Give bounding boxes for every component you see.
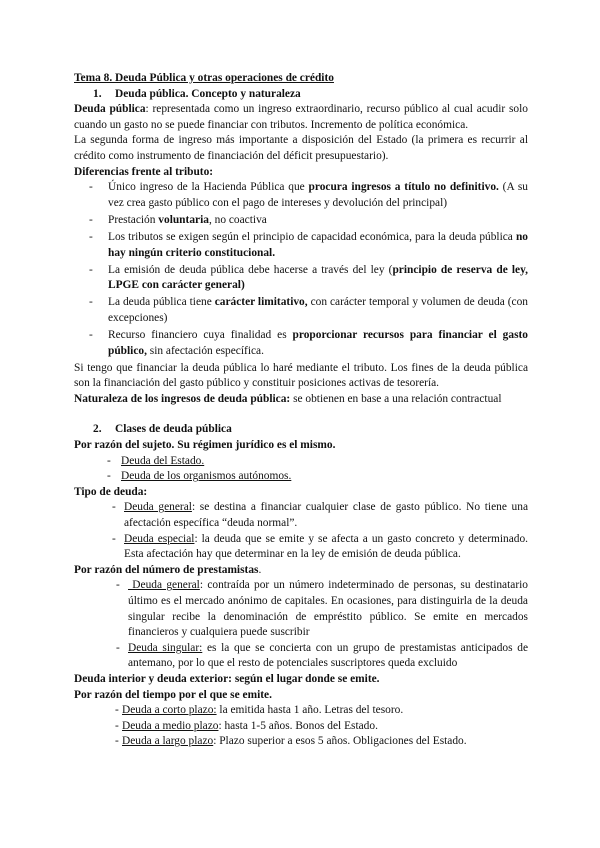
list-item-text: Deuda de los organismos autónomos. xyxy=(121,470,292,483)
list-item-text: la emitida hasta 1 año. Letras del tesoro. xyxy=(216,704,404,717)
list-item-text: Único ingreso de la Hacienda Pública que xyxy=(108,181,309,194)
list-item xyxy=(74,532,528,563)
dash-marker: - xyxy=(89,230,93,243)
nature-text: se obtienen en base a una relación contractual xyxy=(290,392,502,405)
list-item-text: : hasta 1-5 años. Bonos del Estado. xyxy=(218,719,378,732)
debt-type-heading: Tipo de deuda: xyxy=(74,485,148,498)
list-item-text: es la que se concierta con un grupo de prestamistas anticipados de antemano, por lo que el resto de potenciales suscriptores queda excluido xyxy=(128,641,528,670)
by-lenders-list xyxy=(74,578,528,672)
by-subject-heading: Por razón del sujeto. Su régimen jurídico es el mismo. xyxy=(74,439,336,452)
dash-marker: - xyxy=(112,532,116,545)
list-item xyxy=(74,734,528,750)
list-item-bold: principio de reserva de ley, LPGE con carácter general) xyxy=(108,263,529,292)
list-item-bold: no hay ningún criterio constitucional. xyxy=(108,230,528,259)
interior-exterior-heading: Deuda interior y deuda exterior: según el lugar donde se emite. xyxy=(74,672,380,685)
document-title: Tema 8. Deuda Pública y otras operaciones de crédito xyxy=(74,72,334,84)
by-time-heading: Por razón del tiempo por el que se emite. xyxy=(74,688,272,701)
list-item-bold: proporcionar recursos para financiar el gasto público, xyxy=(108,329,528,357)
by-lenders-heading xyxy=(74,563,528,579)
list-item-text: con carácter temporal y volumen de deuda (con excepciones) xyxy=(108,296,528,324)
list-item xyxy=(74,641,528,672)
definition-paragraph xyxy=(74,102,528,133)
dash-marker: - xyxy=(107,454,111,467)
definition-term: Deuda pública xyxy=(74,103,146,116)
list-item-text: : se destina a financiar cualquier clase de gasto público. No tiene una afectación específica “deuda normal”. xyxy=(124,501,529,530)
by-lenders-title: Por razón del número de prestamistas xyxy=(74,563,259,576)
list-item-text: : contraída por un número indeterminado de personas, su destinatario último es el mercado anónimo de capitales. En ocasiones, para distinguirla de la deuda singular recibe la denominación de empréstito público. Se emite en mercados financieros y cualquiera puede suscribir xyxy=(128,579,528,639)
second-form-paragraph: La segunda forma de ingreso más importante a disposición del Estado (la primera es recurrir al crédito como instrumento de financiación del déficit presupuestario). xyxy=(74,134,528,162)
debt-type-list xyxy=(74,500,528,562)
dash-marker: - xyxy=(89,263,93,276)
section-2-heading xyxy=(74,422,528,438)
list-item-bold: carácter limitativo, xyxy=(214,296,308,309)
list-item xyxy=(74,230,528,261)
list-item-label: Deuda general xyxy=(124,501,192,514)
dash-marker: - xyxy=(112,501,116,514)
list-item xyxy=(74,328,528,359)
dash-marker: - xyxy=(115,735,119,748)
list-item-label: Deuda a medio plazo xyxy=(122,719,219,732)
list-item-text: La deuda pública tiene xyxy=(108,296,215,309)
list-item-label: Deuda general xyxy=(128,579,200,592)
list-item-text: La emisión de deuda pública debe hacerse a través del ley ( xyxy=(108,263,393,276)
section-2-title: Clases de deuda pública xyxy=(115,423,232,436)
by-subject-list xyxy=(74,454,528,485)
definition-text: : representada como un ingreso extraordinario, recurso público al cual acudir solo cuando un gasto no se puede financiar con tributos. Incremento de política económica. xyxy=(74,103,528,131)
nature-label: Naturaleza de los ingresos de deuda pública: xyxy=(74,392,291,405)
dash-marker: - xyxy=(89,296,93,309)
list-item-text: , no coactiva xyxy=(208,213,267,226)
dash-marker: - xyxy=(89,329,93,341)
section-1-number: 1. xyxy=(93,87,102,100)
dash-marker: - xyxy=(116,641,120,654)
list-item xyxy=(74,263,528,294)
list-item-label: Deuda especial xyxy=(124,532,195,545)
section-2-number: 2. xyxy=(93,423,102,436)
list-item-label: Deuda a largo plazo xyxy=(122,735,214,748)
list-item-label: Deuda a corto plazo: xyxy=(122,704,217,717)
dash-marker: - xyxy=(115,719,119,732)
list-item xyxy=(74,719,528,735)
dash-marker: - xyxy=(107,470,111,483)
dash-marker: - xyxy=(89,213,93,226)
list-item-text: Deuda del Estado. xyxy=(121,454,205,467)
list-item-bold: procura ingresos a título no definitivo. xyxy=(308,181,499,194)
section-1-title: Deuda pública. Concepto y naturaleza xyxy=(115,87,301,100)
list-item xyxy=(74,213,528,229)
dash-marker: - xyxy=(89,181,93,194)
list-item xyxy=(74,703,528,719)
dash-marker: - xyxy=(115,704,119,717)
by-lenders-period: . xyxy=(258,563,262,576)
dash-marker: - xyxy=(116,579,120,592)
differences-list xyxy=(74,180,528,359)
list-item xyxy=(74,578,528,640)
list-item xyxy=(74,500,528,531)
by-time-list xyxy=(74,703,528,750)
finance-paragraph: Si tengo que financiar la deuda pública lo haré mediante el tributo. Los fines de la deuda pública son la financiación del gasto público y constituir posiciones activas de tesorería. xyxy=(74,361,528,390)
list-item xyxy=(74,295,528,326)
list-item-text: Recurso financiero cuya finalidad es xyxy=(108,329,293,341)
list-item-text: sin afectación específica. xyxy=(146,344,264,357)
list-item-text: Los tributos se exigen según el principio de capacidad económica, para la deuda pública xyxy=(108,230,516,243)
list-item-text: : Plazo superior a esos 5 años. Obligaciones del Estado. xyxy=(213,735,467,748)
document-body xyxy=(74,71,528,750)
list-item-text: Prestación xyxy=(108,213,159,226)
list-item-text: (A su vez crea gasto público con el pago de intereses y devolución del principal) xyxy=(108,181,528,209)
spacer xyxy=(74,407,528,422)
list-item xyxy=(74,454,528,470)
nature-paragraph xyxy=(74,392,528,408)
differences-heading: Diferencias frente al tributo: xyxy=(74,165,214,178)
list-item xyxy=(74,180,528,211)
list-item xyxy=(74,469,528,485)
list-item-label: Deuda singular: xyxy=(128,641,203,654)
list-item-text: : la deuda que se emite y se afecta a un gasto concreto y determinado. Esta afectación hay que determinar en la ley de emisión de deuda pública. xyxy=(124,532,528,561)
section-1-heading xyxy=(74,87,528,103)
list-item-bold: voluntaria xyxy=(158,213,209,226)
